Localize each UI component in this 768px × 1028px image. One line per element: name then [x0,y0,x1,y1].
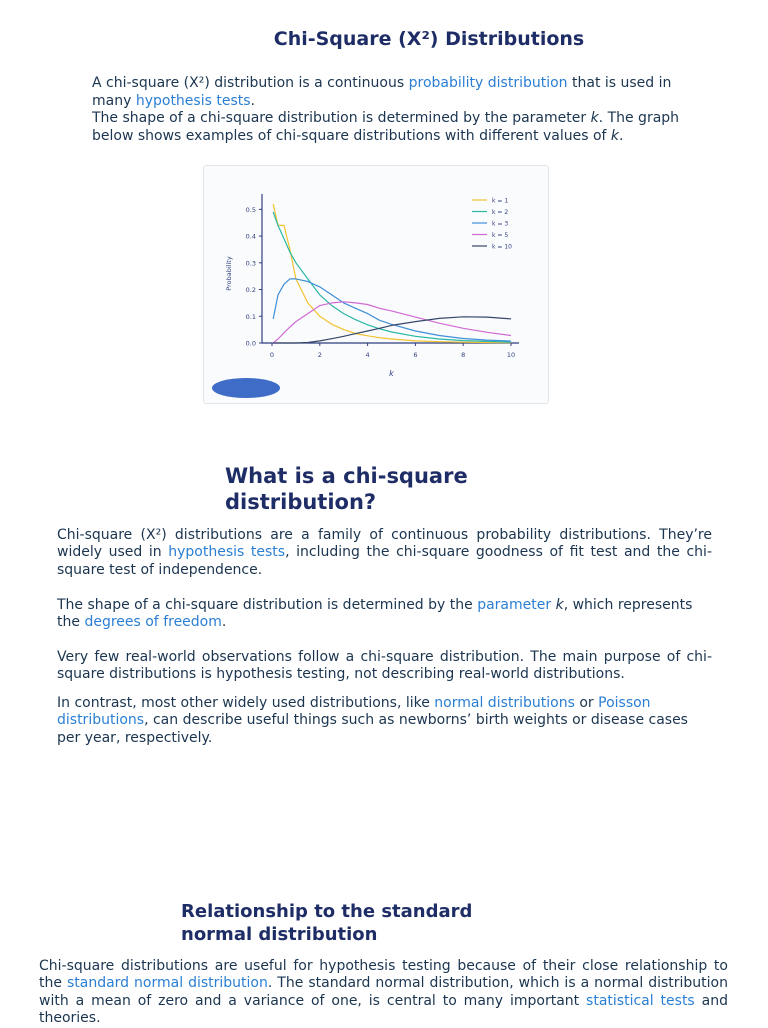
intro-text: The shape of a chi-square distribution is determined by the parameter [92,110,591,126]
intro-text: . The graph below shows examples of chi-square distributions with different values of [92,110,680,144]
page-title: Chi-Square (X²) Distributions [273,28,585,50]
intro-text: . [250,92,255,109]
y-tick-label: 0.4 [245,232,256,241]
section-heading-relationship: Relationship to the standard normal distribution [181,901,473,945]
paragraph-text: . [221,614,227,631]
legend-label: k = 5 [492,231,509,239]
poisson-distributions-link[interactable]: Poisson distributions [57,695,651,729]
series-line-k-2 [273,212,511,342]
hypothesis-tests-link[interactable]: hypothesis tests [168,544,286,561]
statistical-tests-link[interactable]: statistical tests [586,992,695,1009]
legend-label: k = 3 [492,220,509,228]
intro-text: that is used in many [92,75,672,109]
paragraph-family [57,527,712,579]
paragraph-real-world: Very few real-world observations follow a chi-square distribution. The main purpose of chi-square distributions is hypothesis testing, not describing real-world distributions. [57,649,712,683]
paragraph-text: Chi-square distributions are useful for hypothesis testing because of their close relationship to the [39,958,728,992]
section-heading-what-is: What is a chi-square distribution? [225,464,468,514]
paragraph-text: , which represents the [57,597,693,631]
chi-square-chart-figure [203,165,549,404]
paragraph-relationship [39,958,728,1028]
normal-distributions-link[interactable]: normal distributions [434,695,575,711]
hypothesis-tests-link[interactable]: hypothesis tests [135,92,251,109]
paragraph-text: and theories. [39,992,728,1027]
paragraph-text: The shape of a chi-square distribution is determined by the [57,597,478,613]
intro-paragraph [92,75,702,145]
x-tick-label: 2 [317,351,322,359]
x-tick-label: 10 [506,351,516,359]
standard-normal-distribution-link[interactable]: standard normal distribution [66,975,268,992]
y-axis-label: Probability [225,256,233,291]
paragraph-text: . The standard normal distribution, which is a normal distribution with a mean of zero and a variance of one, is central to many important [39,975,728,1009]
intro-text: A chi-square (X²) distribution is a continuous [92,75,409,91]
x-tick-label: 4 [365,351,370,359]
k-symbol: k [590,110,599,126]
paragraph-text: In contrast, most other widely used distributions, like [57,695,435,711]
k-symbol: k [610,127,620,144]
probability-distribution-link[interactable]: probability distribution [408,75,568,91]
y-tick-label: 0.5 [245,205,256,214]
y-tick-label: 0.0 [245,339,256,348]
paragraph-shape [57,597,712,632]
legend-label: k = 1 [492,197,509,205]
paragraph-text: Chi-square (X²) distributions are a family of continuous probability distributions. They’re widely used in [57,527,712,561]
paragraph-text: , can describe useful things such as newborns’ birth weights or disease cases per year, respectively. [57,712,688,746]
paragraph-contrast [57,695,712,747]
x-axis-label: k [389,369,394,378]
legend-label: k = 10 [492,243,512,251]
degrees-of-freedom-link[interactable]: degrees of freedom [84,614,222,631]
x-tick-label: 6 [413,351,418,359]
k-symbol: k [555,597,564,613]
intro-text: . [619,127,624,144]
chi-square-chart [204,166,548,403]
parameter-link[interactable]: parameter [477,597,552,613]
y-tick-label: 0.1 [245,312,256,321]
paragraph-text: , including the chi-square goodness of fit test and the chi-square test of independence. [57,544,713,578]
series-line-k-1 [273,204,511,343]
series-line-k-5 [273,302,511,343]
blue-oval-badge [212,378,280,398]
legend-label: k = 2 [492,208,509,216]
x-tick-label: 0 [269,351,275,359]
y-tick-label: 0.3 [245,259,256,268]
y-tick-label: 0.2 [245,286,256,295]
paragraph-text: or [574,695,599,711]
x-tick-label: 8 [461,351,466,359]
